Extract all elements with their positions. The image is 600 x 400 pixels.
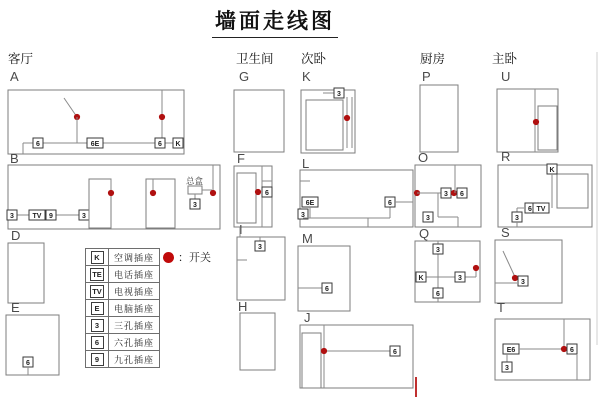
wall-letter-T: T — [497, 300, 505, 315]
socket-label: TV — [32, 212, 42, 220]
socket-3 — [502, 362, 512, 372]
socket-6 — [567, 344, 577, 354]
socket-3 — [441, 188, 451, 198]
socket-label: 3 — [505, 364, 509, 372]
socket-label: 6 — [158, 140, 162, 148]
room-header: 客厅 — [8, 52, 34, 66]
wall-letter-U: U — [501, 69, 511, 84]
inner-fixture — [302, 333, 321, 388]
socket-label: 6 — [26, 359, 30, 367]
socket-label: 6 — [570, 346, 574, 354]
page-title: 墙面走线图 — [212, 5, 338, 38]
wall-K — [301, 69, 355, 153]
inner-fixture — [306, 100, 343, 150]
socket-TV — [29, 210, 45, 220]
socket-label: 3 — [444, 190, 448, 198]
legend-row — [86, 317, 159, 334]
room-header: 主卧 — [492, 52, 518, 66]
wall-E — [6, 300, 59, 375]
socket-K — [173, 138, 183, 148]
socket-label: 3 — [515, 214, 519, 222]
wall-J — [300, 310, 413, 388]
wire-line — [64, 98, 77, 117]
wall-letter-Q: Q — [419, 226, 430, 241]
socket-label: 6 — [436, 290, 440, 298]
switch-dot — [473, 265, 479, 271]
socket-6 — [262, 187, 272, 197]
socket-3 — [79, 210, 89, 220]
legend-symbol-computer: E — [91, 302, 104, 315]
wall-I — [237, 222, 285, 300]
socket-6 — [390, 346, 400, 356]
socket-label: 3 — [258, 243, 262, 251]
wall-letter-O: O — [418, 150, 429, 165]
wall-P — [420, 69, 458, 152]
socket-label: 6 — [393, 348, 397, 356]
switch-legend-label: ：开关 — [178, 252, 211, 264]
legend-label: 空调插座 — [113, 252, 154, 263]
socket-6 — [33, 138, 43, 148]
socket-6E — [302, 197, 318, 207]
wall-G — [234, 69, 284, 152]
legend-row — [86, 283, 159, 300]
wall-outline — [8, 243, 44, 303]
socket-TV — [533, 203, 549, 213]
socket-3 — [190, 199, 200, 209]
socket-label: 3 — [426, 214, 430, 222]
socket-6 — [457, 188, 467, 198]
socket-9 — [46, 210, 56, 220]
socket-6 — [433, 288, 443, 298]
wall-letter-P: P — [422, 69, 431, 84]
wall-outline — [497, 89, 558, 152]
socket-3 — [512, 212, 522, 222]
inner-fixture — [237, 173, 256, 223]
switch-dot — [344, 115, 350, 121]
socket-label: 6 — [528, 205, 532, 213]
socket-3 — [433, 244, 443, 254]
wall-outline — [234, 90, 284, 152]
wall-letter-L: L — [302, 156, 310, 171]
socket-label: 6 — [388, 199, 392, 207]
legend-label: 电视插座 — [113, 286, 154, 297]
switch-dot — [108, 190, 114, 196]
wall-M — [298, 231, 350, 311]
junction-box-label: 总盒 — [186, 176, 204, 186]
socket-3 — [423, 212, 433, 222]
wall-letter-S: S — [501, 225, 510, 240]
legend-row — [86, 266, 159, 283]
switch-dot — [451, 190, 457, 196]
socket-label: 6 — [460, 190, 464, 198]
legend-row — [86, 249, 159, 266]
socket-label: E6 — [506, 346, 516, 354]
inner-fixture — [89, 179, 111, 228]
socket-6 — [322, 283, 332, 293]
socket-label: K — [549, 166, 555, 174]
legend-row — [86, 351, 159, 367]
socket-3 — [255, 241, 265, 251]
wall-letter-F: F — [237, 151, 245, 166]
wall-letter-D: D — [11, 228, 21, 243]
wall-T — [495, 300, 590, 380]
socket-label: 9 — [49, 212, 53, 220]
socket-6 — [155, 138, 165, 148]
socket-3 — [518, 276, 528, 286]
legend-label: 六孔插座 — [113, 337, 154, 348]
socket-label: TV — [536, 205, 546, 213]
wall-letter-I: I — [239, 222, 243, 237]
socket-3 — [7, 210, 17, 220]
socket-6E — [87, 138, 103, 148]
socket-label: 3 — [521, 278, 525, 286]
wall-B — [7, 151, 220, 229]
wire-line — [503, 251, 515, 277]
legend-symbol-aircon: K — [91, 251, 104, 264]
socket-legend-table — [85, 248, 160, 368]
wall-letter-G: G — [239, 69, 250, 84]
socket-label: 6 — [36, 140, 40, 148]
switch-dot — [512, 275, 518, 281]
wall-Q — [415, 226, 480, 302]
legend-symbol-9hole: 9 — [91, 353, 104, 366]
legend-label: 九孔插座 — [113, 354, 154, 365]
wall-F — [234, 151, 272, 227]
switch-dot — [150, 190, 156, 196]
socket-6 — [23, 357, 33, 367]
switch-dot — [159, 114, 165, 120]
room-header: 次卧 — [301, 52, 327, 66]
wall-L — [298, 156, 413, 227]
switch-dot — [533, 119, 539, 125]
room-header: 厨房 — [420, 52, 446, 66]
socket-label: 3 — [10, 212, 14, 220]
socket-K — [547, 164, 557, 174]
legend-row — [86, 300, 159, 317]
socket-label: 3 — [436, 246, 440, 254]
socket-label: 3 — [301, 211, 305, 219]
wall-letter-M: M — [302, 231, 313, 246]
socket-label: 3 — [193, 201, 197, 209]
legend-label: 电脑插座 — [113, 303, 154, 314]
wall-S — [495, 225, 562, 303]
legend-label: 三孔插座 — [113, 320, 154, 331]
wall-outline — [298, 246, 350, 311]
switch-dot — [561, 346, 567, 352]
wall-outline — [240, 313, 275, 370]
legend-symbol-3hole: 3 — [91, 319, 104, 332]
socket-label: 6 — [265, 189, 269, 197]
wall-letter-R: R — [501, 149, 511, 164]
socket-6 — [385, 197, 395, 207]
socket-K — [416, 272, 426, 282]
wall-outline — [420, 85, 458, 152]
room-header: 卫生间 — [236, 52, 274, 66]
socket-label: 3 — [337, 90, 341, 98]
switch-dot — [321, 348, 327, 354]
switch-dot-icon — [163, 252, 174, 263]
wall-letter-E: E — [11, 300, 20, 315]
wall-U — [497, 69, 558, 152]
socket-label: 3 — [458, 274, 462, 282]
switch-dot — [210, 190, 216, 196]
legend-symbol-6hole: 6 — [91, 336, 104, 349]
inner-fixture — [146, 179, 175, 228]
wall-O — [414, 150, 481, 227]
socket-E6 — [503, 344, 519, 354]
socket-3 — [334, 88, 344, 98]
legend-row — [86, 334, 159, 351]
switch-legend — [163, 249, 211, 265]
wall-R — [498, 149, 592, 227]
socket-label: 6 — [325, 285, 329, 293]
wall-letter-K: K — [302, 69, 311, 84]
socket-3 — [455, 272, 465, 282]
wall-outline — [495, 240, 562, 303]
legend-symbol-phone: TE — [92, 269, 102, 279]
wall-H — [238, 299, 275, 370]
socket-label: K — [175, 140, 181, 148]
wall-letter-H: H — [238, 299, 248, 314]
wall-A — [8, 69, 184, 154]
legend-label: 电话插座 — [113, 269, 154, 280]
socket-label: 3 — [82, 212, 86, 220]
legend-symbol-tv: TV — [92, 286, 102, 296]
inner-fixture — [538, 106, 557, 150]
inner-fixture — [188, 186, 202, 194]
socket-label: K — [418, 274, 424, 282]
wall-letter-J: J — [304, 310, 311, 325]
wall-D — [8, 228, 44, 303]
switch-dot — [255, 189, 261, 195]
socket-label: 6E — [305, 199, 315, 207]
inner-fixture — [557, 174, 588, 208]
socket-label: 6E — [90, 140, 100, 148]
wall-letter-B: B — [10, 151, 19, 166]
wall-letter-A: A — [10, 69, 19, 84]
